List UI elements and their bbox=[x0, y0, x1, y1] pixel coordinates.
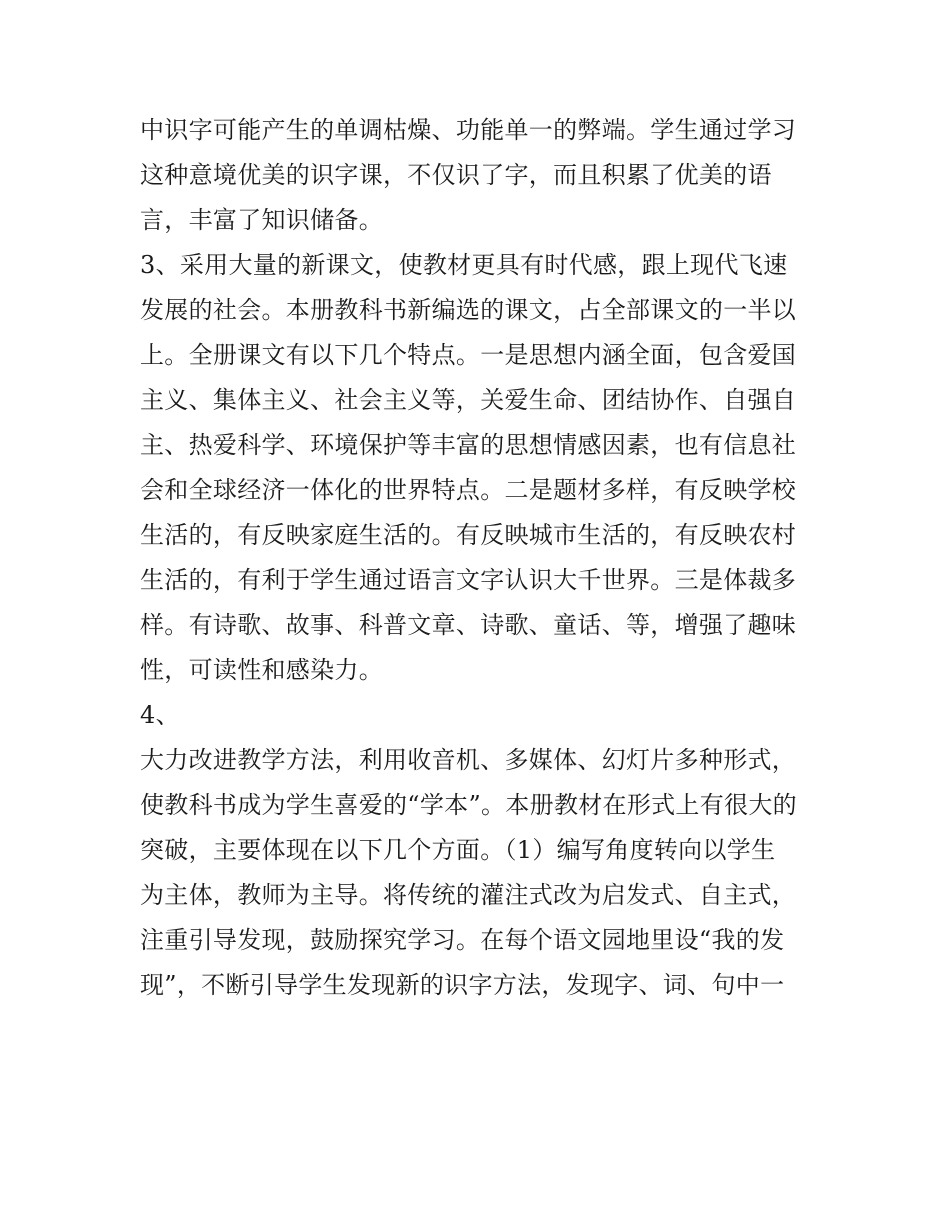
text-line: 主义、集体主义、社会主义等，关爱生命、团结协作、自强自 bbox=[140, 386, 797, 414]
text-line: 上。全册课文有以下几个特点。一是思想内涵全面，包含爱国 bbox=[140, 341, 797, 369]
text-line: 使教科书成为学生喜爱的“学本”。本册教材在形式上有很大的 bbox=[140, 791, 797, 819]
text-line: 中识字可能产生的单调枯燥、功能单一的弊端。学生通过学习 bbox=[140, 116, 797, 144]
text-line: 突破，主要体现在以下几个方面。（1）编写角度转向以学生 bbox=[140, 836, 776, 864]
text-line: 生活的，有反映家庭生活的。有反映城市生活的，有反映农村 bbox=[140, 521, 797, 549]
text-line: 生活的，有利于学生通过语言文字认识大千世界。三是体裁多 bbox=[140, 566, 797, 594]
text-line: 样。有诗歌、故事、科普文章、诗歌、童话、等，增强了趣味 bbox=[140, 611, 797, 639]
text-line: 发展的社会。本册教科书新编选的课文，占全部课文的一半以 bbox=[140, 296, 797, 324]
text-line: 这种意境优美的识字课，不仅识了字，而且积累了优美的语 bbox=[140, 161, 772, 189]
text-line: 言，丰富了知识储备。 bbox=[140, 206, 383, 234]
text-line: 注重引导发现，鼓励探究学习。在每个语文园地里设“我的发 bbox=[140, 926, 785, 954]
text-line: 大力改进教学方法，利用收音机、多媒体、幻灯片多种形式， bbox=[140, 746, 797, 774]
text-line: 性，可读性和感染力。 bbox=[140, 656, 383, 684]
document-body bbox=[140, 108, 812, 1008]
text-line: 主、热爱科学、环境保护等丰富的思想情感因素，也有信息社 bbox=[140, 431, 797, 459]
text-line: 3、采用大量的新课文，使教材更具有时代感，跟上现代飞速 bbox=[140, 251, 788, 279]
text-line: 会和全球经济一体化的世界特点。二是题材多样，有反映学校 bbox=[140, 476, 797, 504]
text-line: 为主体，教师为主导。将传统的灌注式改为启发式、自主式， bbox=[140, 881, 797, 909]
text-line: 4、 bbox=[140, 701, 180, 729]
text-line: 现”，不断引导学生发现新的识字方法，发现字、词、句中一 bbox=[140, 971, 785, 999]
